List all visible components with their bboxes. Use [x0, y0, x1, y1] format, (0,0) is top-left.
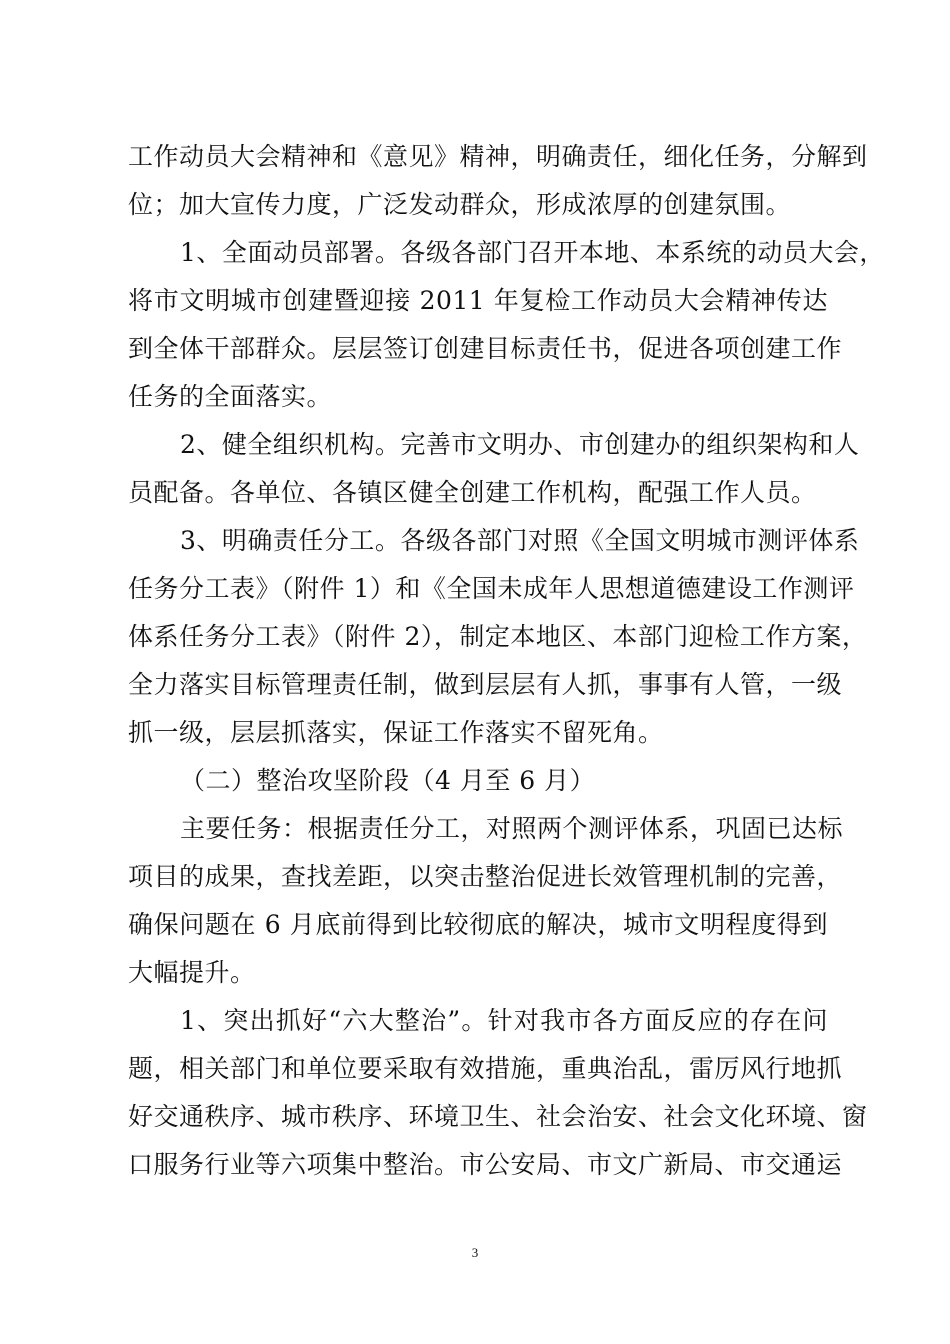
text-line: 确保问题在 6 月底前得到比较彻底的解决，城市文明程度得到 [128, 910, 828, 939]
text-line: 3、明确责任分工。各级各部门对照《全国文明城市测评体系 [180, 526, 860, 555]
text-line: 2、健全组织机构。完善市文明办、市创建办的组织架构和人 [180, 430, 860, 459]
text-line: 体系任务分工表》（附件 2），制定本地区、本部门迎检工作方案， [128, 622, 868, 651]
text-line: 任务分工表》（附件 1）和《全国未成年人思想道德建设工作测评 [128, 574, 855, 603]
text-line: 位；加大宣传力度，广泛发动群众，形成浓厚的创建氛围。 [128, 190, 792, 219]
text-line: 项目的成果，查找差距，以突击整治促进长效管理机制的完善， [128, 862, 843, 891]
text-line: 将市文明城市创建暨迎接 2011 年复检工作动员大会精神传达 [128, 286, 828, 315]
text-line: 1、全面动员部署。各级各部门召开本地、本系统的动员大会， [180, 238, 885, 267]
text-line: （二）整治攻坚阶段（4 月至 6 月） [180, 766, 596, 795]
text-line: 大幅提升。 [128, 958, 256, 987]
text-line: 好交通秩序、城市秩序、环境卫生、社会治安、社会文化环境、窗 [128, 1102, 868, 1131]
text-line: 任务的全面落实。 [128, 382, 333, 411]
text-line: 题，相关部门和单位要采取有效措施，重典治乱，雷厉风行地抓 [128, 1054, 843, 1083]
text-line: 主要任务：根据责任分工，对照两个测评体系，巩固已达标 [180, 814, 844, 843]
text-line: 1、突出抓好“六大整治”。针对我市各方面反应的存在问 [180, 1006, 828, 1035]
text-line: 抓一级，层层抓落实，保证工作落实不留死角。 [128, 718, 664, 747]
document-body [128, 133, 885, 1189]
text-line: 全力落实目标管理责任制，做到层层有人抓，事事有人管，一级 [128, 670, 843, 699]
page-number: 3 [471, 1245, 479, 1260]
text-line: 工作动员大会精神和《意见》精神，明确责任，细化任务，分解到 [128, 142, 868, 171]
text-line: 到全体干部群众。层层签订创建目标责任书，促进各项创建工作 [128, 334, 843, 363]
text-line: 员配备。各单位、各镇区健全创建工作机构，配强工作人员。 [128, 478, 817, 507]
text-line: 口服务行业等六项集中整治。市公安局、市文广新局、市交通运 [128, 1150, 843, 1179]
